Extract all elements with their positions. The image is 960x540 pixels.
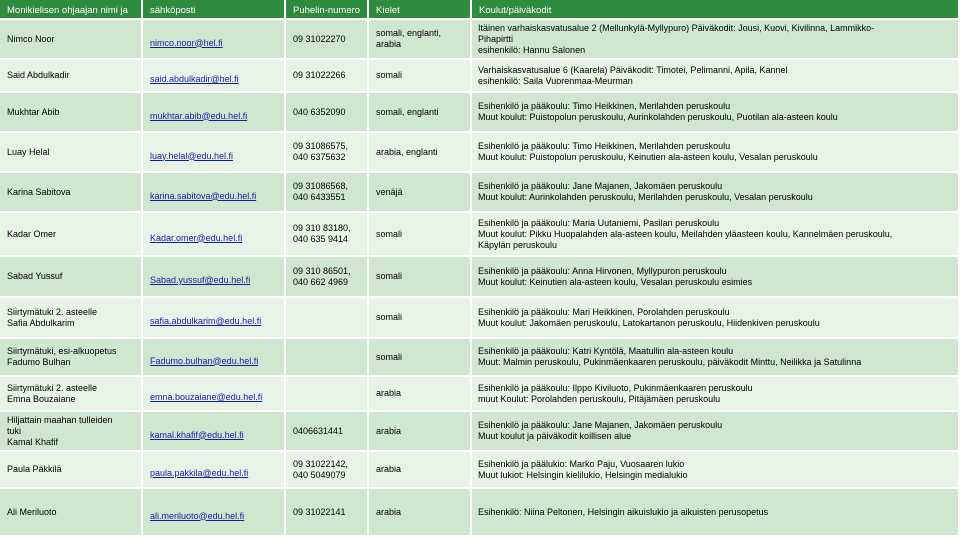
- name-line: Siirtymätuki 2. asteelle: [7, 382, 98, 393]
- name-line: Emna Bouzaiane: [7, 393, 76, 404]
- phone-line: 09 31086568,: [293, 181, 349, 191]
- phone-line: 040 662 4969: [293, 276, 349, 287]
- email-link[interactable]: [143, 412, 286, 452]
- languages-line: somali: [376, 228, 403, 239]
- email-text[interactable]: Fadumo.bulhan@edu.hel.fi: [150, 355, 259, 366]
- phone-cell: [286, 298, 369, 339]
- schools-line: esihenkilö: Saila Vuorenmaa-Meurman: [478, 75, 633, 86]
- phone-cell: [286, 133, 369, 173]
- email-link[interactable]: [143, 20, 286, 60]
- schools-cell: [472, 339, 960, 377]
- languages-line: somali: [376, 351, 403, 362]
- languages-line: arabia: [376, 425, 402, 436]
- schools-cell: [472, 93, 960, 133]
- phone-line: 040 5049079: [293, 469, 346, 480]
- email-link[interactable]: [143, 173, 286, 213]
- languages-line: somali: [376, 70, 403, 80]
- schools-line: Esihenkilö ja pääkoulu: Ilppo Kiviluoto, Pukinmäenkaaren peruskoulu: [478, 382, 753, 393]
- schools-line: Muut koulut: Keinutien ala-asteen koulu, Vesalan peruskoulu esimies: [478, 276, 753, 287]
- schools-line: Käpylän peruskoulu: [478, 239, 558, 250]
- email-text[interactable]: paula.pakkila@edu.hel.fi: [150, 468, 249, 478]
- languages-cell: [369, 20, 472, 60]
- name-line: Karina Sabitova: [7, 186, 71, 197]
- name-line: Said Abdulkadir: [7, 70, 70, 80]
- phone-line: 09 310 83180,: [293, 223, 351, 233]
- email-text[interactable]: Sabad.yussuf@edu.hel.fi: [150, 275, 251, 285]
- email-link[interactable]: [143, 377, 286, 412]
- email-text[interactable]: Kadar.omer@edu.hel.fi: [150, 232, 243, 243]
- email-link[interactable]: [143, 298, 286, 339]
- schools-line: muut Koulut: Porolahden peruskoulu, Pitäjämäen peruskoulu: [478, 393, 721, 404]
- name-line: Fadumo Bulhan: [7, 357, 71, 367]
- languages-line: venäjä: [376, 186, 403, 197]
- languages-line: somali: [376, 312, 403, 322]
- languages-line: somali, englanti: [376, 106, 439, 117]
- phone-cell: [286, 489, 369, 537]
- name-cell: [0, 20, 143, 60]
- email-text[interactable]: luay.helal@edu.hel.fi: [150, 150, 234, 161]
- schools-cell: [472, 298, 960, 339]
- languages-cell: [369, 298, 472, 339]
- schools-line: Esihenkilö ja pääkoulu: Mari Heikkinen, Porolahden peruskoulu: [478, 306, 730, 317]
- header-name: Monikielisen ohjaajan nimi ja: [0, 0, 143, 20]
- languages-cell: [369, 60, 472, 93]
- email-link[interactable]: [143, 489, 286, 537]
- name-line: Sabad Yussuf: [7, 271, 63, 281]
- email-text[interactable]: said.abdulkadir@hel.fi: [150, 74, 239, 84]
- phone-cell: [286, 257, 369, 298]
- name-cell: [0, 93, 143, 133]
- schools-line: Muut koulut: Pikku Huopalahden ala-asteen koulu, Meilahden yläasteen koulu, Kannelmäen peruskoulu,: [478, 228, 893, 239]
- email-link[interactable]: [143, 60, 286, 93]
- schools-line: Esihenkilö ja pääkoulu: Maria Uutaniemi, Pasilan peruskoulu: [478, 217, 720, 228]
- schools-line: Esihenkilö ja pääkoulu: Timo Heikkinen, Merilahden peruskoulu: [478, 141, 731, 151]
- name-line: Siirtymätuki 2. asteelle: [7, 306, 98, 317]
- languages-line: arabia: [376, 506, 402, 517]
- schools-cell: [472, 377, 960, 412]
- email-text[interactable]: karina.sabitova@edu.hel.fi: [150, 190, 257, 201]
- schools-line: Muut koulut: Aurinkolahden peruskoulu, Merilahden peruskoulu, Vesalan peruskoulu: [478, 192, 813, 202]
- phone-line: 09 310 86501,: [293, 265, 351, 276]
- phone-line: 09 31022142,: [293, 458, 349, 469]
- schools-line: Varhaiskasvatusalue 6 (Kaarela) Päiväkodit: Timotei, Pelimanni, Apila, Kannel: [478, 64, 788, 75]
- name-cell: [0, 173, 143, 213]
- phone-cell: [286, 213, 369, 257]
- phone-line: 09 31086575,: [293, 141, 349, 151]
- schools-line: esihenkilö: Hannu Salonen: [478, 44, 586, 55]
- schools-cell: [472, 173, 960, 213]
- name-line: Ali Meriluoto: [7, 506, 57, 517]
- name-line: Luay Helal: [7, 146, 50, 157]
- phone-cell: [286, 412, 369, 452]
- name-line: Safia Abdulkarim: [7, 317, 75, 328]
- schools-line: Esihenkilö ja pääkoulu: Jane Majanen, Jakomäen peruskoulu: [478, 181, 723, 191]
- languages-cell: [369, 133, 472, 173]
- schools-line: Muut koulut: Jakomäen peruskoulu, Latokartanon peruskoulu, Hiidenkiven peruskoulu: [478, 317, 820, 328]
- name-line: Hiljattain maahan tulleiden: [7, 414, 113, 425]
- schools-cell: [472, 489, 960, 537]
- header-phone: Puhelin-numero: [286, 0, 369, 20]
- name-line: Siirtymätuki, esi-alkuopetus: [7, 346, 117, 356]
- languages-cell: [369, 452, 472, 489]
- phone-cell: [286, 377, 369, 412]
- phone-cell: [286, 93, 369, 133]
- name-line: Mukhtar Abib: [7, 106, 60, 117]
- email-text[interactable]: ali.meriluoto@edu.hel.fi: [150, 510, 245, 521]
- email-text[interactable]: kamal.khafif@edu.hel.fi: [150, 429, 244, 440]
- schools-cell: [472, 412, 960, 452]
- email-link[interactable]: [143, 257, 286, 298]
- languages-cell: [369, 93, 472, 133]
- phone-line: 040 6433551: [293, 192, 346, 202]
- schools-line: Esihenkilö ja päälukio: Marko Paju, Vuosaaren lukio: [478, 458, 685, 469]
- languages-line: somali, englanti,: [376, 28, 442, 38]
- languages-line: arabia: [376, 464, 402, 474]
- phone-cell: [286, 452, 369, 489]
- email-link[interactable]: [143, 339, 286, 377]
- name-cell: [0, 133, 143, 173]
- schools-cell: [472, 60, 960, 93]
- languages-line: arabia: [376, 388, 402, 398]
- languages-cell: [369, 377, 472, 412]
- name-cell: [0, 60, 143, 93]
- schools-cell: [472, 133, 960, 173]
- phone-line: 09 31022141: [293, 506, 346, 517]
- schools-line: Muut koulut: Puistopolun peruskoulu, Aurinkolahden peruskoulu, Puotilan ala-asteen koulu: [478, 112, 838, 122]
- languages-line: somali: [376, 271, 403, 281]
- email-link[interactable]: [143, 213, 286, 257]
- schools-line: Pihapirtti: [478, 33, 514, 44]
- languages-cell: [369, 412, 472, 452]
- phone-line: 040 635 9414: [293, 234, 349, 244]
- languages-cell: [369, 257, 472, 298]
- phone-cell: [286, 173, 369, 213]
- name-cell: [0, 213, 143, 257]
- schools-cell: [472, 452, 960, 489]
- schools-line: Esihenkilö ja pääkoulu: Anna Hirvonen, Myllypuron peruskoulu: [478, 265, 727, 276]
- phone-line: 0406631441: [293, 425, 344, 436]
- name-cell: [0, 452, 143, 489]
- schools-line: Esihenkilö ja pääkoulu: Jane Majanen, Jakomäen peruskoulu: [478, 420, 723, 430]
- languages-line: arabia, englanti: [376, 146, 438, 157]
- languages-line: arabia: [376, 39, 402, 49]
- email-text[interactable]: mukhtar.abib@edu.hel.fi: [150, 110, 248, 121]
- phone-line: 040 6352090: [293, 106, 346, 117]
- schools-line: Muut lukiot: Helsingin kielilukio, Helsingin medialukio: [478, 469, 688, 480]
- schools-line: Muut: Malmin peruskoulu, Pukinmäenkaaren peruskoulu, päiväkodit Minttu, Neilikka ja Satulinna: [478, 357, 862, 367]
- schools-line: Esihenkilö: Niina Peltonen, Helsingin aikuislukio ja aikuisten perusopetus: [478, 506, 769, 517]
- name-line: tuki: [7, 425, 22, 436]
- name-cell: [0, 489, 143, 537]
- email-text[interactable]: nimco.noor@hel.fi: [150, 37, 223, 48]
- name-line: Paula Päkkilä: [7, 464, 62, 474]
- name-line: Kadar Omer: [7, 228, 57, 239]
- phone-line: 040 6375632: [293, 152, 346, 162]
- name-cell: [0, 377, 143, 412]
- schools-line: Esihenkilö ja pääkoulu: Timo Heikkinen, Merilahden peruskoulu: [478, 101, 731, 111]
- phone-line: 09 31022266: [293, 70, 346, 80]
- name-cell: [0, 298, 143, 339]
- schools-cell: [472, 213, 960, 257]
- schools-line: Esihenkilö ja pääkoulu: Katri Kyntölä, Maatullin ala-asteen koulu: [478, 346, 734, 356]
- header-languages: Kielet: [369, 0, 472, 20]
- languages-cell: [369, 489, 472, 537]
- email-link[interactable]: [143, 93, 286, 133]
- name-cell: [0, 257, 143, 298]
- schools-line: Muut koulut ja päiväkodit koillisen alue: [478, 431, 632, 441]
- schools-line: Muut koulut: Puistopolun peruskoulu, Keinutien ala-asteen koulu, Vesalan peruskoulu: [478, 152, 818, 162]
- phone-cell: [286, 339, 369, 377]
- languages-cell: [369, 173, 472, 213]
- phone-cell: [286, 60, 369, 93]
- email-text[interactable]: safia.abdulkarim@edu.hel.fi: [150, 316, 262, 326]
- email-link[interactable]: [143, 133, 286, 173]
- name-cell: [0, 339, 143, 377]
- email-text[interactable]: emna.bouzaiane@edu.hel.fi: [150, 392, 263, 402]
- name-line: Nimco Noor: [7, 33, 55, 44]
- languages-cell: [369, 213, 472, 257]
- schools-cell: [472, 257, 960, 298]
- schools-cell: [472, 20, 960, 60]
- languages-cell: [369, 339, 472, 377]
- name-cell: [0, 412, 143, 452]
- header-email: sähköposti: [143, 0, 286, 20]
- name-line: Kamal Khafif: [7, 436, 59, 447]
- email-link[interactable]: [143, 452, 286, 489]
- phone-line: 09 31022270: [293, 33, 346, 44]
- phone-cell: [286, 20, 369, 60]
- header-schools: Koulut/päiväkodit: [472, 0, 960, 20]
- schools-line: Itäinen varhaiskasvatusalue 2 (Mellunkylä-Myllypuro) Päiväkodit: Jousi, Kuovi, Kivilinna, Lammikko-: [478, 22, 875, 33]
